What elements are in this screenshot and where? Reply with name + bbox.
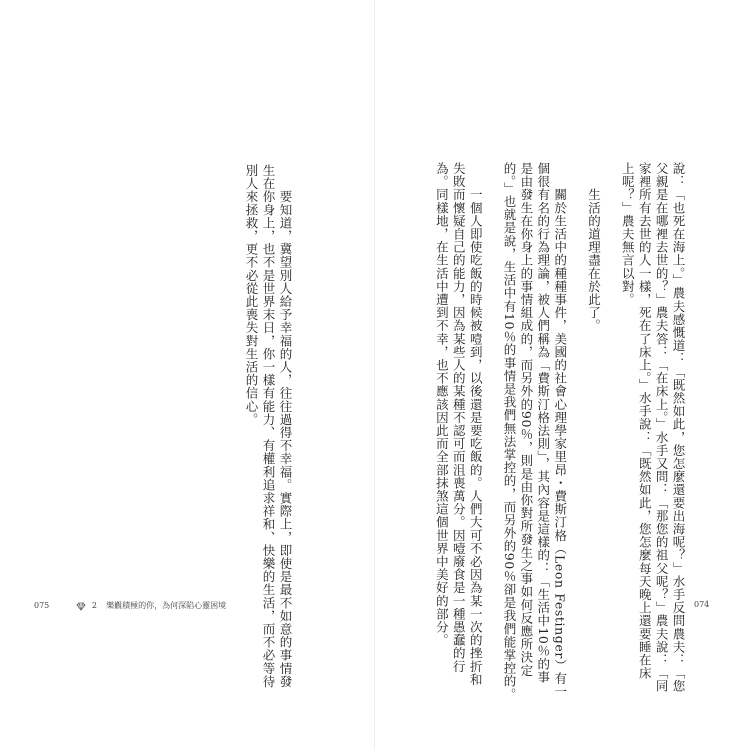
chapter-diamond-icon bbox=[76, 602, 86, 611]
text-column: 上呢？」農夫無言以對。 bbox=[620, 162, 636, 307]
text-column: 要知道，冀望別人給予幸福的人，往往過得不幸福。實際上，即使是最不如意的事情發 bbox=[278, 164, 293, 688]
text-column: 為。同樣地，在生活中遭到不幸，也不應該因此而全部抹煞這個世界中美好的部分。 bbox=[434, 162, 450, 647]
text-column: 失敗而懷疑自己的能力，因為某些人的某種不認可而沮喪萬分。因噎廢食是一種愚蠢的行 bbox=[451, 162, 467, 673]
text-column: 別人來拯救，更不必從此喪失對生活的信心。 bbox=[244, 164, 259, 426]
running-title: 樂觀積極的你，為何深陷心靈困境 bbox=[106, 601, 227, 610]
text-column: 父親是在哪裡去世的？」農夫答：「在床上。」水手又問：「那您的祖父呢？」農夫說：「同 bbox=[654, 162, 670, 693]
left-page-footer bbox=[34, 600, 226, 611]
text-column: 生活的道理盡在於此了。 bbox=[586, 162, 602, 333]
text-column: 生在你身上，也不是世界末日，你一樣有能力、有權利追求祥和、快樂的生活，而不必等待 bbox=[261, 164, 276, 688]
text-column: 家裡所有去世的人一樣，死在了床上。」水手說：「既然如此，您怎麼每天晚上還要睡在床 bbox=[637, 162, 653, 680]
text-column: 的。」也就是說，生活中有10％的事情是我們無法掌控的，而另外的90％卻是我們能掌控的。 bbox=[502, 162, 517, 701]
left-page-number: 075 bbox=[34, 601, 50, 610]
text-column: 說：「也死在海上。」農夫感慨道：「既然如此，您怎麼還要出海呢？」水手反問農夫：「您 bbox=[671, 162, 686, 693]
text-column: 個很有名的行為理論，被人們稱為「費斯汀格法則」，其內容是這樣的：「生活中10％的事 bbox=[535, 162, 551, 684]
text-column: 一個人即使吃飯的時候被噎到，以後還是要吃飯的。人們大可不必因為某一次的挫折和 bbox=[468, 162, 484, 686]
chapter-number: 2 bbox=[91, 601, 98, 610]
right-page-number: 074 bbox=[694, 600, 710, 609]
page-gutter bbox=[374, 0, 375, 750]
text-column: 關於生活中的種種事件，美國的社會心理學家里昂・費斯汀格（Leon Festinger）有一 bbox=[552, 162, 568, 699]
text-column: 是由發生在你身上的事情組成的，而另外的90％，則是由你對所發生之事如何反應所決定 bbox=[518, 162, 534, 677]
